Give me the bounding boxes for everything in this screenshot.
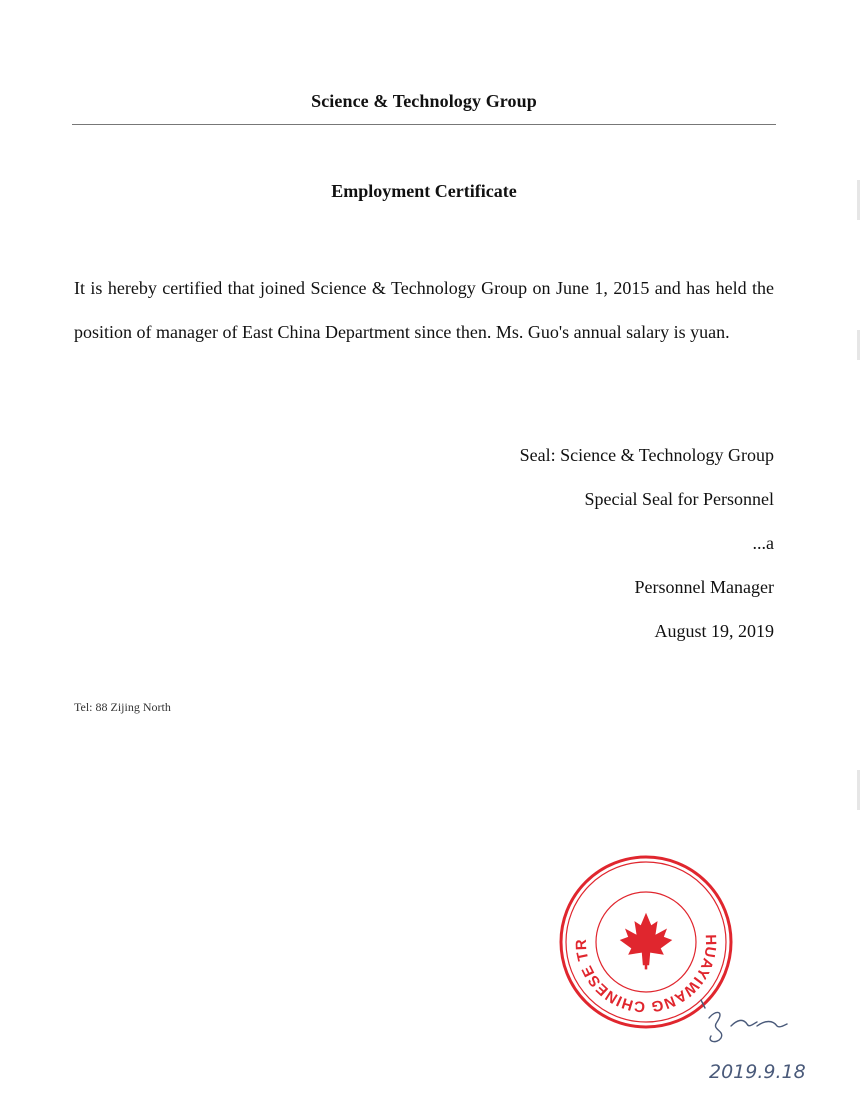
handwritten-signature	[695, 996, 825, 1091]
maple-leaf-icon	[620, 913, 673, 970]
header-divider	[72, 124, 776, 125]
company-header-title	[0, 91, 848, 112]
handwritten-date: 2019.9.18	[709, 1061, 806, 1083]
signature-block	[520, 433, 774, 653]
signature-date: August 19, 2019	[654, 621, 774, 641]
certificate-body	[74, 266, 774, 354]
seal-ring-text: HUAYIWANG CHINESE TR	[572, 934, 720, 1016]
signer-position: Personnel Manager	[634, 577, 774, 597]
certificate-paragraph: It is hereby certified that joined Science & Technology Group on June 1, 2015 and has held the position of manager of East China Department since then. Ms. Guo's annual salary is yuan.	[74, 278, 774, 342]
signer-name: ...a	[752, 533, 774, 553]
company-name: Science & Technology Group	[311, 91, 537, 111]
document-title: Employment Certificate	[331, 181, 517, 201]
seal-line: Seal: Science & Technology Group	[519, 445, 774, 465]
special-seal-line: Special Seal for Personnel	[584, 489, 774, 509]
footer-contact: Tel: 88 Zijing North	[74, 700, 171, 714]
